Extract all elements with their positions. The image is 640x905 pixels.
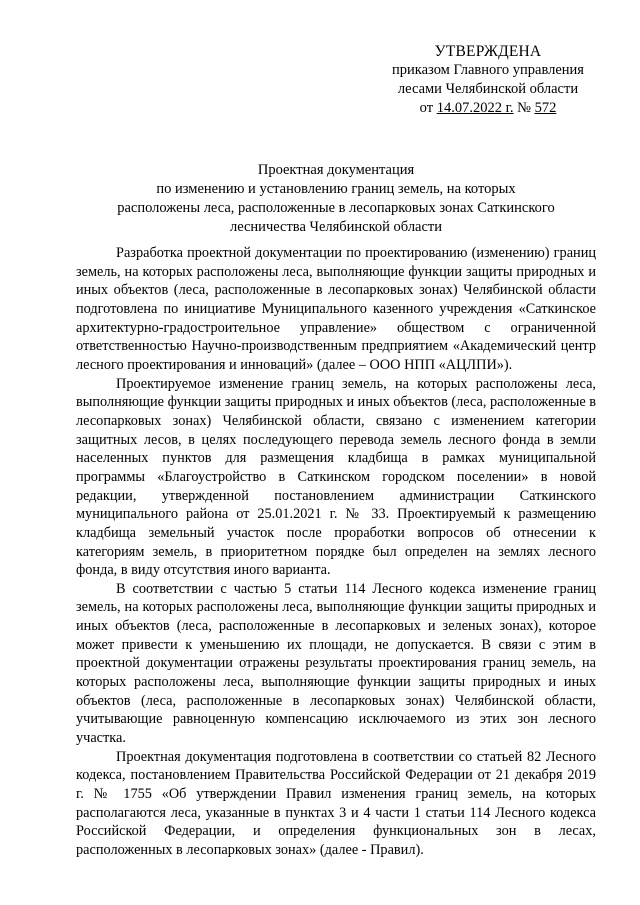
approval-stamp: [340, 42, 636, 118]
title-line-2: по изменению и установлению границ земель, на которых: [156, 181, 516, 197]
title-line-3: расположены леса, расположенные в лесопарковых зонах Саткинского: [117, 200, 555, 216]
approval-number-prefix: №: [513, 100, 535, 116]
document-body: [76, 244, 596, 860]
approval-date-line: [340, 99, 636, 118]
approval-date: 14.07.2022 г.: [436, 100, 514, 116]
approval-number: 572: [534, 100, 557, 116]
approval-line-2: лесами Челябинской области: [397, 81, 579, 97]
paragraph: Разработка проектной документации по проектированию (изменению) границ земель, на которых расположены леса, выполняющие функции защиты природных и иных объектов (леса, расположенные в лесопарковых зонах) Челябинской области подготовлена по инициативе Муниципального казенного учреждения «Саткинское архитектурно-градостроительное управление» обществом с ограниченной ответственностью Научно-производственным предприятием «Академический центр лесного проектирования и инноваций» (далее – ООО НПП «АЦЛПИ»).: [76, 245, 596, 373]
paragraph: Проектная документация подготовлена в соответствии со статьей 82 Лесного кодекса, постановлением Правительства Российской Федерации от 21 декабря 2019 г. № 1755 «Об утверждении Правил изменения границ земель, на которых располагаются леса, указанные в пунктах 3 и 4 части 1 статьи 114 Лесного кодекса Российской Федерации, и определения функциональных зон в лесах, расположенных в лесопарковых зонах» (далее - Правил).: [76, 748, 596, 858]
approval-line-1: приказом Главного управления: [392, 62, 584, 78]
title-line-1: Проектная документация: [257, 162, 415, 178]
approval-date-prefix: от: [419, 100, 437, 116]
document-title: [76, 161, 596, 237]
title-line-4: лесничества Челябинской области: [229, 219, 443, 235]
paragraph: В соответствии с частью 5 статьи 114 Лесного кодекса изменение границ земель, на которых расположены леса, выполняющие функции защиты природных и иных объектов (леса, расположенные в лесопарковых и зеленых зонах), которое может привести к уменьшению их площади, не допускается. В связи с этим в проектной документации отражены результаты проектирования границ земель, на которых расположены леса, выполняющие функции защиты природных и иных объектов (леса, расположенные в лесопарковых зонах) Челябинской области, учитывающие равноценную компенсацию исключаемого из этих зон лесного участка.: [76, 580, 596, 747]
approval-heading: УТВЕРЖДЕНА: [434, 43, 542, 60]
paragraph: Проектируемое изменение границ земель, на которых расположены леса, выполняющие функции защиты природных и иных объектов (леса, расположенные в лесопарковых зонах) Челябинской области, связано с изменением категории защитных лесов, в целях последующего перевода земель лесного фонда в земли населенных пунктов для размещения кладбища в рамках муниципальной программы «Благоустройство в Саткинском городском поселении» в новой редакции, утвержденной постановлением администрации Саткинского муниципального района от 25.01.2021 г. № 33. Проектируемый к размещению кладбища земельный участок после проработки вопросов об отнесении к категориям земель, в приоритетном порядке был определен на землях лесного фонда, в виду отсутствия иного варианта.: [76, 375, 596, 579]
